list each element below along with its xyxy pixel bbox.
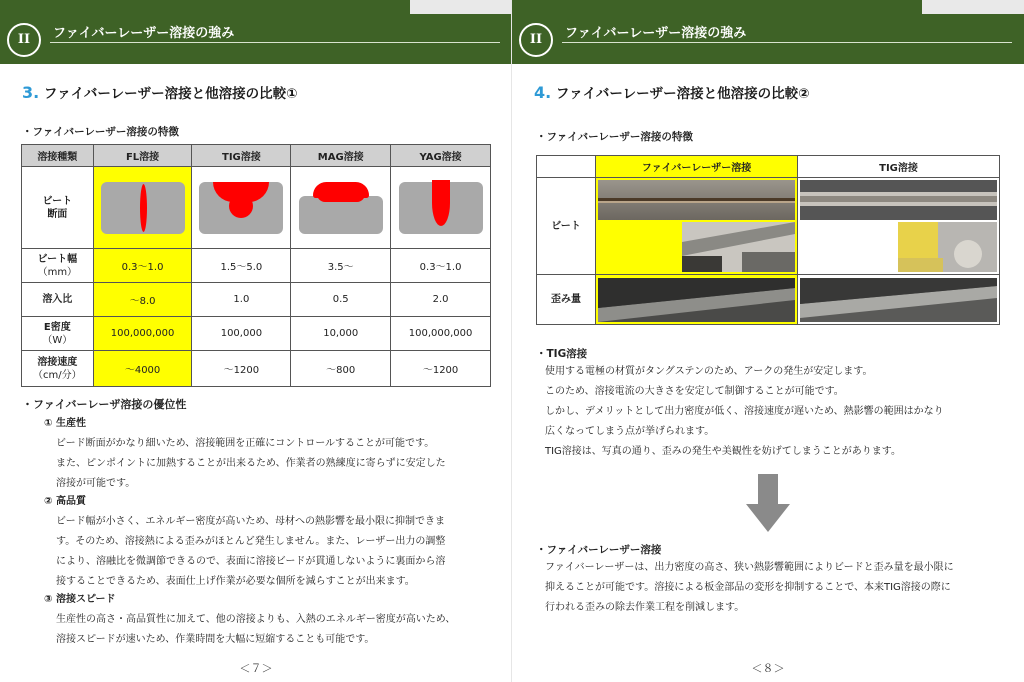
advantage-item-1-body: ビード断面がかなり細いため、溶接範囲を正確にコントロールすることが可能です。 また、ピンポイントに加熱することが出来るため、作業者の熟練度に寄らずに安定した 溶接が可能です。 [56,438,446,489]
table-row: 溶接速度 （cm/分） 〜4000 〜1200 〜800 〜1200 [22,351,491,387]
features-heading: ・ファイバーレーザー溶接の特徴 [536,131,693,143]
table-corner [537,156,596,178]
page-number: ＜８＞ [751,662,785,675]
tig-heading: ・TIG溶接 [536,348,588,360]
bead-tig-cell [192,167,291,249]
bead-row-label: ビート [537,178,596,275]
tig-body: 使用する電極の材質がタングステンのため、アークの発生が安定します。 このため、溶接電流の大きさを安定して制御することが可能です。 しかし、デメリットとして出力密度が低く、溶接速度が遅いため、熱影響の範囲はかなり 広くなってしまう点が挙げられます。 TIG溶接は、写真の通り、歪みの発生や美観性を妨げてしまうことがあります。 [545,366,944,457]
section-title-text: ファイバーレーザー溶接と他溶接の比較① [39,86,298,102]
header-title: ファイバーレーザー溶接の強み [53,26,235,41]
advantage-item-3: ③ 溶接スピード [44,594,116,605]
section-badge: II [7,23,41,57]
page-number: ＜７＞ [239,662,273,675]
section-title [534,82,810,102]
distortion-photo-row [537,275,1000,325]
header-bar [0,0,512,64]
section-number: 4. [534,83,552,102]
down-arrow-icon [746,474,790,532]
table-header-row [537,156,1000,178]
bead-tig-diagram [199,182,283,234]
header-underline [562,42,1012,43]
advantage-heading: ・ファイバーレーザ溶接の優位性 [22,398,187,411]
bead-yag-cell [391,167,491,249]
tig-bead-photo-bottom [898,222,997,272]
distortion-row-label: 歪み量 [537,275,596,325]
comparison-table [21,144,491,387]
bead-mag-cell [291,167,391,249]
col-tig: TIG溶接 [798,156,1000,178]
bead-row-label: ビート 断面 [22,167,94,249]
section-title [22,82,298,102]
bead-fl-diagram [101,182,185,234]
bead-photo-row [537,178,1000,275]
header-bar [512,0,1024,64]
fl-bead-photo-bottom [682,222,795,272]
fl-distortion-photo [598,278,795,322]
table-header-row [22,145,491,167]
table-corner: 溶接種類 [22,145,94,167]
page-8 [512,0,1024,682]
fl-bead-photo-top [598,180,795,220]
bead-fl-cell [93,167,192,249]
table-row: 溶入比 〜8.0 1.0 0.5 2.0 [22,283,491,317]
col-tig: TIG溶接 [192,145,291,167]
advantage-item-2-body: ビード幅が小さく、エネルギー密度が高いため、母材への熱影響を最小限に抑制できま す。そのため、溶接熱による歪みがほとんど発生しません。また、レーザー出力の調整 により、溶融比を微調節できるので、表面に溶接ビードが貫通しないように裏面から溶 接することできるため、表面仕上げ作業が必要な個所を減らすことが出来ます。 [56,516,446,587]
advantage-item-3-body: 生産性の高さ・高品質性に加えて、他の溶接よりも、入熱のエネルギー密度が高いため、 溶接スピードが速いため、作業時間を大幅に短縮することも可能です。 [56,614,456,645]
fl-heading: ・ファイバーレーザー溶接 [536,544,662,556]
tig-bead-photo-top [800,180,997,220]
col-fiber-laser: ファイバーレーザー溶接 [596,156,798,178]
header-underline [50,42,500,43]
features-heading: ・ファイバーレーザー溶接の特徴 [22,126,179,138]
header-tab [922,0,1024,14]
section-badge: II [519,23,553,57]
section-number: 3. [22,83,40,102]
fl-bead-photo-cell [596,178,798,275]
fl-distortion-photo-cell [596,275,798,325]
tig-bead-photo-cell [798,178,1000,275]
fl-body: ファイバーレーザーは、出力密度の高さ、狭い熱影響範囲によりビードと歪み量を最小限に 抑えることが可能です。溶接による板金部品の変形を抑制することで、本来TIG溶接の際に 行われる歪みの除去作業工程を削減します。 [545,562,954,613]
header-tab [410,0,512,14]
table-row: E密度 （W） 100,000,000 100,000 10,000 100,000,000 [22,317,491,351]
col-mag: MAG溶接 [291,145,391,167]
advantage-item-2: ② 高品質 [44,496,86,507]
header-title: ファイバーレーザー溶接の強み [565,26,747,41]
advantage-item-1: ① 生産性 [44,418,86,429]
col-fl: FL溶接 [93,145,192,167]
section-title-text: ファイバーレーザー溶接と他溶接の比較② [551,86,810,102]
bead-row [22,167,491,249]
col-yag: YAG溶接 [391,145,491,167]
table-row: ビート幅 （mm） 0.3〜1.0 1.5〜5.0 3.5〜 0.3〜1.0 [22,249,491,283]
tig-distortion-photo-cell [798,275,1000,325]
photo-comparison-table [536,155,1000,325]
bead-yag-diagram [399,182,483,234]
bead-mag-diagram [299,182,383,234]
tig-distortion-photo [800,278,997,322]
